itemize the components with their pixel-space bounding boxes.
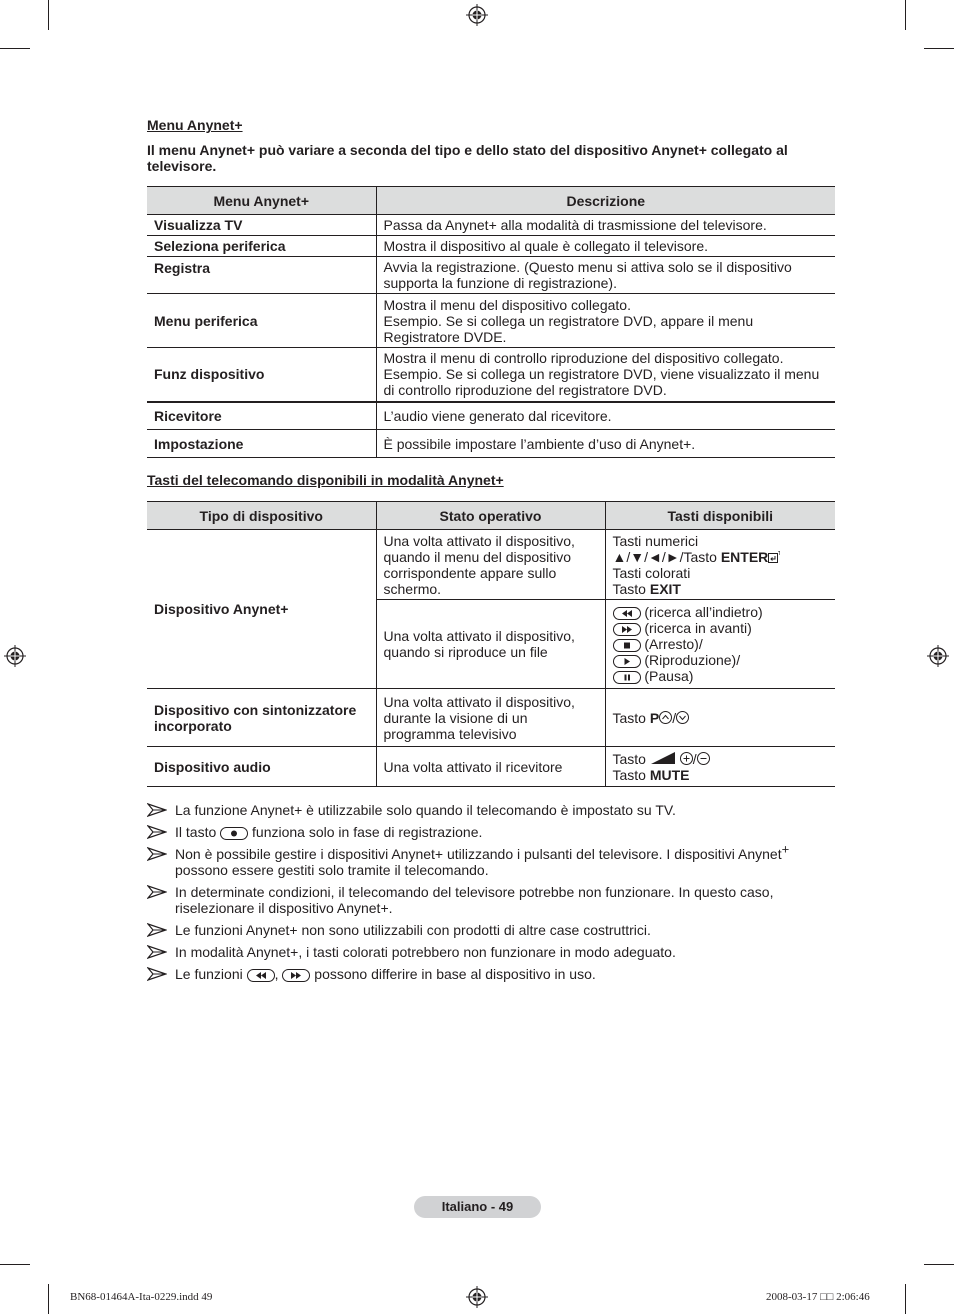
note-item [147, 922, 837, 938]
crop-mark [0, 1264, 30, 1265]
menu-item: Ricevitore [147, 402, 376, 430]
note-text: Le funzioni [175, 966, 243, 982]
device-type: Dispositivo con sintonizzatore incorporato [147, 689, 376, 747]
description-line: Esempio. Se si collega un registratore DVD, viene visualizzato il menu di controllo riproduzione del registratore DVD. [383, 366, 820, 399]
crop-mark [48, 1284, 49, 1314]
table-row [147, 530, 835, 600]
note-item [147, 966, 837, 982]
note-arrow-icon [147, 825, 167, 839]
registration-mark-icon [466, 4, 488, 26]
operating-state: Una volta attivato il dispositivo, durante la visione di un programma televisivo [376, 689, 605, 747]
key-prefix: Tasto [612, 580, 650, 597]
key-desc: (Pausa) [644, 668, 694, 684]
key-desc: (Riproduzione)/ [644, 652, 741, 668]
menu-description: Avvia la registrazione. (Questo menu si attiva solo se il dispositivo supporta la funzione di registrazione). [376, 257, 835, 294]
crop-mark [905, 1284, 906, 1314]
table-row [147, 215, 835, 236]
arrow-keys-label: ▲/▼/◄/►/Tasto [612, 548, 721, 565]
table-header-row [147, 187, 835, 215]
record-icon [220, 827, 248, 840]
key-line [613, 581, 829, 597]
operating-state: Una volta attivato il dispositivo, quando il menu del dispositivo corrispondente appare sullo schermo. [376, 530, 605, 600]
enter-key-label: ENTER [720, 548, 769, 565]
enter-icon [768, 551, 780, 563]
key-prefix: Tasto [612, 750, 650, 767]
available-keys: Tasto P / [605, 689, 835, 747]
note-arrow-icon [147, 885, 167, 899]
note-item [147, 884, 837, 916]
table-row [147, 236, 835, 257]
mute-key-label: MUTE [649, 766, 690, 783]
table-row [147, 348, 835, 402]
key-desc: (ricerca all’indietro) [644, 604, 763, 620]
crop-mark [924, 48, 954, 49]
channel-up-icon [659, 711, 672, 724]
table-row [147, 747, 835, 787]
pause-icon [613, 671, 641, 684]
description-line: Mostra il menu del dispositivo collegato. [383, 296, 631, 313]
keys-section-title: Tasti del telecomando disponibili in modalità Anynet+ [147, 472, 504, 488]
menu-item: Menu periferica [147, 294, 376, 348]
menu-item: Seleziona periferica [147, 236, 376, 257]
key-line [613, 636, 829, 652]
note-text: La funzione Anynet+ è utilizzabile solo quando il telecomando è impostato su TV. [175, 802, 676, 818]
note-superscript: + [781, 841, 790, 857]
crop-mark [0, 48, 30, 49]
note-text: possono essere gestiti solo tramite il telecomando. [175, 862, 489, 878]
menu-item: Visualizza TV [147, 215, 376, 236]
available-keys [605, 600, 835, 689]
channel-key-label: P [649, 709, 660, 726]
device-type: Dispositivo Anynet+ [147, 530, 376, 689]
note-text: Le funzioni Anynet+ non sono utilizzabili con prodotti di altre case costruttrici. [175, 922, 651, 938]
table-row [147, 430, 835, 458]
key-desc: (Arresto)/ [644, 636, 703, 652]
channel-down-icon [676, 711, 689, 724]
column-header: Tipo di dispositivo [147, 502, 376, 530]
footer-timestamp: 2008-03-17 □□ 2:06:46 [766, 1291, 870, 1303]
key-line [613, 668, 829, 684]
note-text: funziona solo in fase di registrazione. [252, 824, 483, 840]
key-prefix: Tasto [612, 709, 650, 726]
column-header: Descrizione [376, 187, 835, 215]
menu-description: Mostra il dispositivo al quale è collegato il televisore. [376, 236, 835, 257]
menu-description: L’audio viene generato dal ricevitore. [376, 402, 835, 430]
crop-mark [924, 1264, 954, 1265]
table-row [147, 689, 835, 747]
note-separator: , [274, 966, 279, 982]
registration-mark-icon [4, 645, 26, 667]
note-arrow-icon [147, 847, 167, 861]
footer-file-info: BN68-01464A-Ita-0229.indd 49 [70, 1291, 213, 1303]
key-line [613, 604, 829, 620]
menu-table [147, 186, 835, 458]
column-header: Menu Anynet+ [147, 187, 376, 215]
menu-item: Registra [147, 257, 376, 294]
menu-description [376, 348, 835, 402]
note-arrow-icon [147, 803, 167, 817]
key-line [613, 620, 829, 636]
note-item [147, 841, 837, 878]
menu-item: Impostazione [147, 430, 376, 458]
note-text: Non è possibile gestire i dispositivi Anynet+ utilizzando i pulsanti del televisore. I dispositivi Anynet [175, 846, 782, 862]
operating-state: Una volta attivato il ricevitore [376, 747, 605, 787]
volume-icon [650, 751, 676, 765]
registration-mark-icon [466, 1286, 488, 1308]
crop-mark [48, 0, 49, 30]
rewind-icon [247, 969, 275, 982]
section-title: Menu Anynet+ [147, 117, 243, 133]
key-line [613, 549, 829, 565]
menu-description: Passa da Anynet+ alla modalità di trasmissione del televisore. [376, 215, 835, 236]
available-keys [605, 530, 835, 600]
description-line: Mostra il menu di controllo riproduzione del dispositivo collegato. [383, 350, 784, 367]
play-icon [613, 655, 641, 668]
description-line: Esempio. Se si collega un registratore DVD, appare il menu Registratore DVDE. [383, 312, 754, 345]
fast-forward-icon [282, 969, 310, 982]
note-item [147, 802, 837, 818]
key-desc: (ricerca in avanti) [644, 620, 752, 636]
menu-description: È possibile impostare l’ambiente d’uso di Anynet+. [376, 430, 835, 458]
note-arrow-icon [147, 967, 167, 981]
menu-item: Funz dispositivo [147, 348, 376, 402]
key-line [613, 652, 829, 668]
page-number-badge: Italiano - 49 [414, 1196, 541, 1218]
rewind-icon [613, 607, 641, 620]
note-text: Il tasto [175, 824, 217, 840]
note-item [147, 824, 837, 840]
table-row [147, 402, 835, 430]
key-line: Tasto / [613, 751, 829, 767]
table-row [147, 294, 835, 348]
column-header: Tasti disponibili [605, 502, 835, 530]
note-text: In modalità Anynet+, i tasti colorati potrebbero non funzionare in modo adeguato. [175, 944, 676, 960]
menu-description [376, 294, 835, 348]
note-text: possono differire in base al dispositivo in uso. [314, 966, 596, 982]
note-text: In determinate condizioni, il telecomando del televisore potrebbe non funzionare. In questo caso, riselezionare il dispositivo Anynet+. [175, 884, 774, 916]
available-keys [605, 747, 835, 787]
note-arrow-icon [147, 945, 167, 959]
fast-forward-icon [613, 623, 641, 636]
crop-mark [905, 0, 906, 30]
key-line [613, 767, 829, 783]
operating-state: Una volta attivato il dispositivo, quando si riproduce un file [376, 600, 605, 689]
keys-table [147, 501, 835, 787]
notes-list [147, 802, 837, 988]
stop-icon [613, 639, 641, 652]
volume-down-icon [697, 752, 710, 765]
table-row [147, 257, 835, 294]
key-line: Tasti colorati [612, 564, 691, 581]
column-header: Stato operativo [376, 502, 605, 530]
note-item [147, 944, 837, 960]
key-prefix: Tasto [612, 766, 650, 783]
note-arrow-icon [147, 923, 167, 937]
volume-up-icon [680, 752, 693, 765]
intro-text: Il menu Anynet+ può variare a seconda del tipo e dello stato del dispositivo Anynet+ collegato al televisore. [147, 142, 788, 174]
table-header-row [147, 502, 835, 530]
registration-mark-icon [927, 645, 949, 667]
key-line: Tasti numerici [612, 532, 699, 549]
exit-key-label: EXIT [649, 580, 681, 597]
device-type: Dispositivo audio [147, 747, 376, 787]
